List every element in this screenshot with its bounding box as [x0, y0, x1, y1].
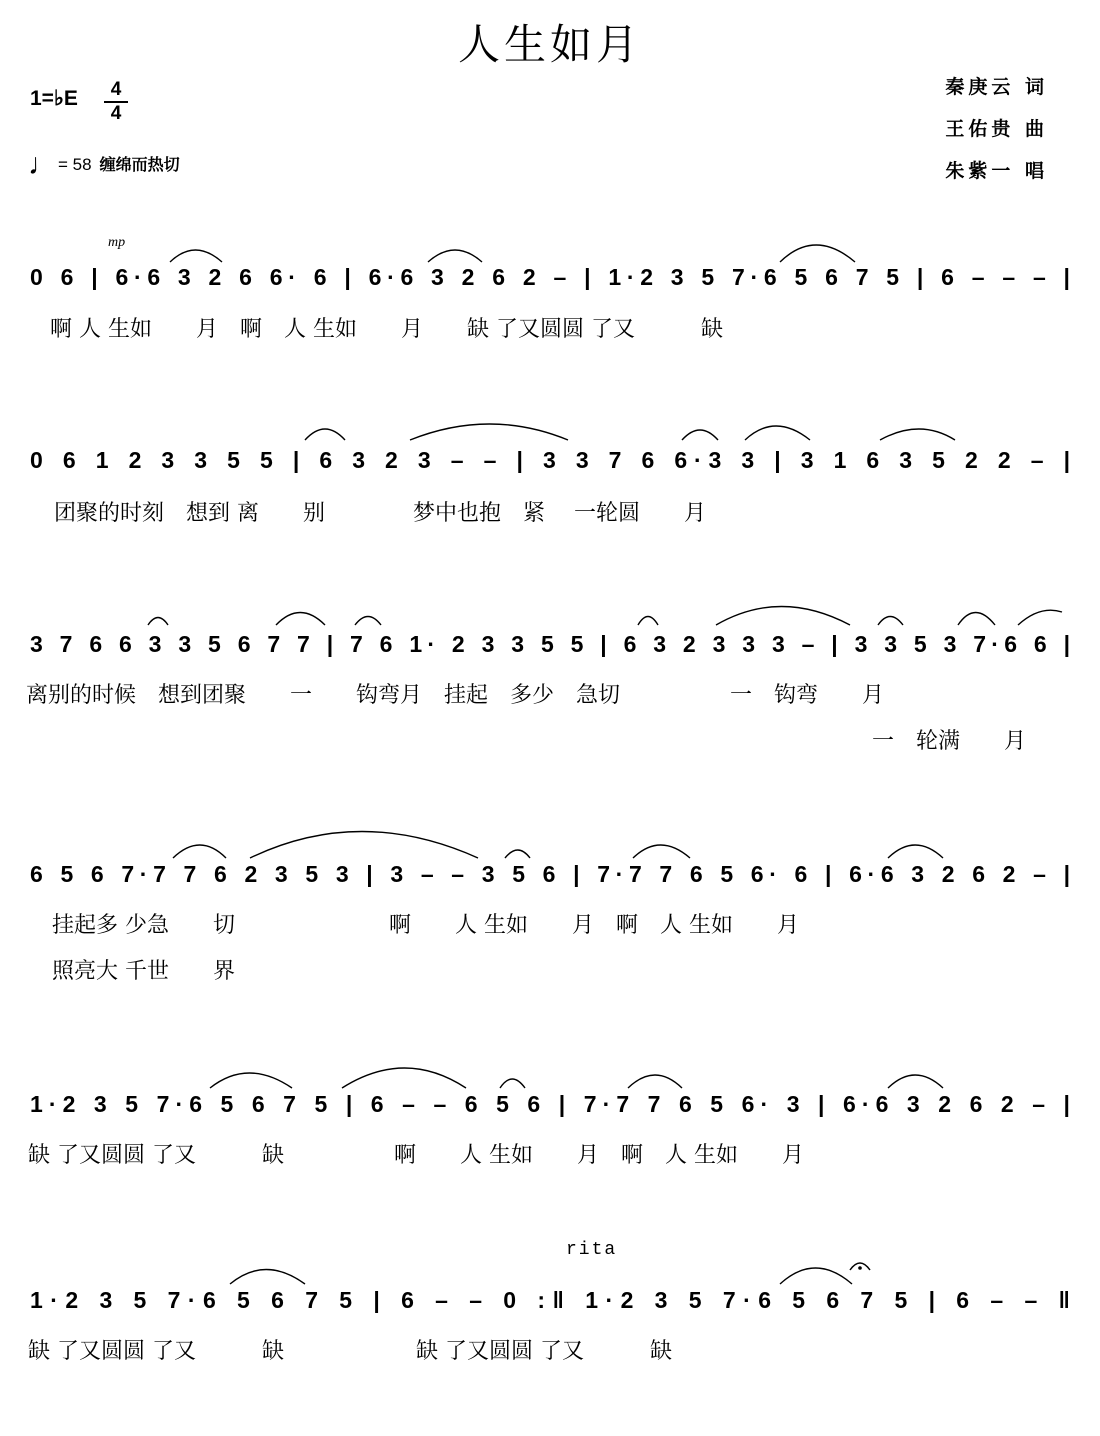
credit-singer: 朱紫一 唱 [945, 160, 1048, 182]
system-6-notes: 1·2 3 5 7·6 5 6 7 5 | 6 – – 0 :‖ 1·2 3 5 7·6 5 6 7 5 | 6 – – ‖ [30, 1287, 1071, 1313]
system-5 [28, 1091, 1070, 1168]
system-1-notes: 0 6 | 6·6 3 2 6 6· 6 | 6·6 3 2 6 2 – | 1·2 3 5 7·6 5 6 7 5 | 6 – – – | [30, 264, 1070, 290]
system-3-lyrics-verse-1: 离别的时候 想到团聚 一 钩弯月 挂起 多少 急切 一 钩弯 月 [26, 683, 885, 708]
system-5-notes: 1·2 3 5 7·6 5 6 7 5 | 6 – – 6 5 6 | 7·7 7 6 5 6· 3 | 6·6 3 2 6 2 – | [30, 1091, 1070, 1117]
system-1 [30, 264, 1070, 342]
time-signature-top: 4 [110, 79, 122, 100]
system-3-notes: 3 7 6 6 3 3 5 6 7 7 | 7 6 1· 2 3 3 5 5 | 6 3 2 3 3 3 – | 3 3 5 3 7·6 6 | [30, 631, 1071, 657]
credit-composer: 王佑贵 曲 [945, 118, 1048, 140]
fermata-icon [850, 1263, 870, 1270]
system-2-notes: 0 6 1 2 3 3 5 5 | 6 3 2 3 – – | 3 3 7 6 6·3 3 | 3 1 6 3 5 2 2 – | [30, 447, 1070, 473]
dynamic-mp: mp [108, 235, 126, 250]
tempo-value: = 58 [58, 155, 92, 174]
system-4-lyrics-verse-2: 照亮大 千世 界 [52, 959, 235, 984]
tempo-style: 缠绵而热切 [99, 157, 180, 174]
system-2-lyrics: 团聚的时刻 想到 离 别 梦中也抱 紧 一轮圆 月 [54, 501, 706, 526]
system-4-notes: 6 5 6 7·7 7 6 2 3 5 3 | 3 – – 3 5 6 | 7·7 7 6 5 6· 6 | 6·6 3 2 6 2 – | [30, 861, 1071, 887]
system-5-lyrics: 缺 了又圆圆 了又 缺 啊 人 生如 月 啊 人 生如 月 [28, 1143, 804, 1168]
system-3-lyrics-verse-2: 一 轮满 月 [872, 729, 1027, 754]
time-signature-bottom: 4 [110, 103, 122, 124]
system-6 [28, 1287, 1070, 1364]
credit-lyricist: 秦庚云 词 [945, 76, 1048, 98]
page-title: 人生如月 [457, 20, 642, 69]
key-signature: 1=♭E [30, 87, 78, 110]
system-4-lyrics-verse-1: 挂起多 少急 切 啊 人 生如 月 啊 人 生如 月 [52, 913, 799, 938]
system-2 [30, 447, 1070, 526]
system-3 [26, 631, 1070, 754]
system-4 [30, 861, 1070, 984]
system-1-lyrics: 啊 人 生如 月 啊 人 生如 月 缺 了又圆圆 了又 缺 [50, 317, 723, 342]
quarter-note-icon: ♩ [28, 148, 58, 181]
slurs [148, 245, 1062, 1284]
system-6-lyrics: 缺 了又圆圆 了又 缺 缺 了又圆圆 了又 缺 [28, 1339, 672, 1364]
ritardando-marking: rita [566, 1240, 618, 1260]
